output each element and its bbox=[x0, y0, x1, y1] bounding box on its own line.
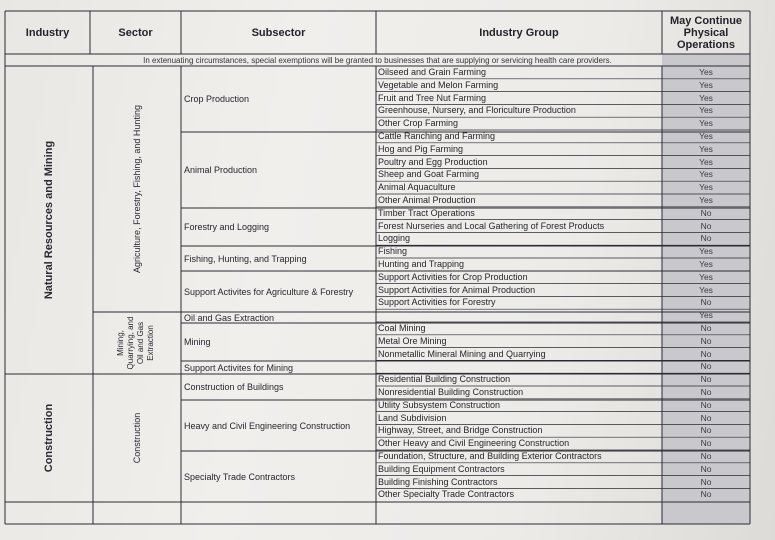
may-continue-answer: No bbox=[700, 361, 712, 372]
may-continue-answer: Yes bbox=[699, 143, 713, 154]
may-continue-answer: Yes bbox=[699, 259, 713, 269]
subsector-crop-production: Crop Production bbox=[184, 94, 250, 104]
subsector-specialty-trade: Specialty Trade Contractors bbox=[184, 471, 296, 482]
industry-group-cell: Timber Tract Operations bbox=[378, 207, 475, 218]
may-continue-answer: Yes bbox=[699, 246, 713, 257]
may-continue-answer: No bbox=[700, 374, 712, 385]
may-continue-answer: Yes bbox=[699, 195, 713, 205]
may-continue-answer: No bbox=[700, 451, 712, 461]
may-continue-answer: No bbox=[700, 463, 712, 474]
industry-group-cell: Animal Aquaculture bbox=[378, 182, 456, 193]
industry-group-cell: Metal Ore Mining bbox=[378, 335, 447, 346]
may-continue-answer: No bbox=[700, 207, 712, 218]
may-continue-answer: No bbox=[700, 412, 712, 423]
sector-agriculture: Agriculture, Forestry, Fishing, and Hunting bbox=[132, 105, 142, 273]
subsector-support-mining: Support Activites for Mining bbox=[184, 362, 294, 373]
may-continue-answer: No bbox=[700, 476, 712, 487]
subsector-support-agriculture: Support Activites for Agriculture & Forestry bbox=[184, 286, 354, 297]
may-continue-answer: Yes bbox=[699, 182, 713, 193]
industry-construction: Construction bbox=[43, 403, 55, 473]
may-continue-answer: Yes bbox=[699, 156, 713, 167]
industry-group-cell: Other Heavy and Civil Engineering Construction bbox=[378, 438, 570, 449]
industry-group-cell: Building Finishing Contractors bbox=[378, 476, 498, 487]
header-industry: Industry bbox=[25, 26, 70, 39]
industry-group-cell: Forest Nurseries and Local Gathering of Forest Products bbox=[378, 220, 605, 231]
industry-group-cell: Vegetable and Melon Farming bbox=[378, 79, 499, 90]
header-may-continue bbox=[662, 11, 750, 54]
may-continue-answer: Yes bbox=[699, 67, 713, 77]
may-continue-answer: No bbox=[700, 387, 712, 397]
industry-natural-resources: Natural Resources and Mining bbox=[43, 140, 55, 300]
industry-group-cell: Highway, Street, and Bridge Construction bbox=[378, 425, 543, 436]
may-continue-answer: Yes bbox=[699, 131, 713, 141]
header-sector: Sector bbox=[118, 26, 153, 39]
may-continue-answer: Yes bbox=[699, 310, 713, 321]
may-continue-answer: No bbox=[700, 348, 712, 359]
may-continue-answer: No bbox=[700, 489, 712, 500]
sector-mining: Mining, Quarrying, and Oil and Gas Extraction bbox=[116, 316, 155, 370]
industry-group-cell: Hunting and Trapping bbox=[378, 259, 465, 269]
exemption-note: In extenuating circumstances, special exemptions will be granted to businesses that are supplying or servicing health care providers. bbox=[143, 56, 612, 65]
may-continue-answer: No bbox=[700, 297, 712, 308]
industry-group-cell: Fishing bbox=[378, 246, 408, 257]
subsector-forestry-logging: Forestry and Logging bbox=[184, 222, 270, 232]
subsector-construction-buildings: Construction of Buildings bbox=[184, 382, 284, 392]
industry-group-cell: Nonmetallic Mineral Mining and Quarrying bbox=[378, 348, 546, 359]
industry-group-cell: Coal Mining bbox=[378, 323, 426, 333]
may-continue-answer: Yes bbox=[699, 105, 713, 116]
may-continue-answer: Yes bbox=[699, 79, 713, 90]
subsector-oil-gas: Oil and Gas Extraction bbox=[184, 312, 275, 323]
industry-group-cell: Nonresidential Building Construction bbox=[378, 387, 524, 397]
industry-group-cell: Building Equipment Contractors bbox=[378, 463, 505, 474]
may-continue-answer: Yes bbox=[699, 284, 713, 295]
industry-group-cell: Residential Building Construction bbox=[378, 374, 511, 385]
industry-group-cell: Greenhouse, Nursery, and Floriculture Production bbox=[378, 105, 576, 116]
industry-group-cell: Poultry and Egg Production bbox=[378, 156, 488, 167]
subsector-animal-production: Animal Production bbox=[184, 165, 258, 175]
header-may-continue-text: May Continue Physical Operations bbox=[669, 14, 743, 51]
industry-group-cell: Fruit and Tree Nut Farming bbox=[378, 92, 487, 103]
industry-group-cell: Support Activities for Crop Production bbox=[378, 271, 528, 282]
industry-group-cell: Other Specialty Trade Contractors bbox=[378, 489, 515, 500]
may-continue-answer: No bbox=[700, 233, 712, 244]
subsector-fishing-hunting: Fishing, Hunting, and Trapping bbox=[184, 253, 307, 264]
may-continue-answer: No bbox=[700, 323, 712, 333]
industry-group-cell: Land Subdivision bbox=[378, 412, 447, 423]
industry-group-cell: Support Activities for Forestry bbox=[378, 297, 496, 308]
sector-construction: Construction bbox=[132, 412, 142, 464]
may-continue-answer: Yes bbox=[699, 118, 713, 129]
may-continue-answer: No bbox=[700, 399, 712, 410]
industry-group-cell: Oilseed and Grain Farming bbox=[378, 67, 487, 77]
industry-group-cell: Utility Subsystem Construction bbox=[378, 399, 501, 410]
industry-group-cell: Foundation, Structure, and Building Exterior Contractors bbox=[378, 451, 602, 461]
industry-group-cell: Sheep and Goat Farming bbox=[378, 169, 480, 180]
industry-group-cell: Other Animal Production bbox=[378, 195, 476, 205]
industry-group-cell: Hog and Pig Farming bbox=[378, 143, 464, 154]
subsector-mining: Mining bbox=[184, 337, 211, 347]
subsector-heavy-civil: Heavy and Civil Engineering Construction bbox=[184, 420, 351, 431]
may-continue-answer: Yes bbox=[699, 169, 713, 180]
may-continue-answer: No bbox=[700, 438, 712, 449]
industry-group-cell: Support Activities for Animal Production bbox=[378, 284, 536, 295]
may-continue-answer: Yes bbox=[699, 271, 713, 282]
may-continue-answer: Yes bbox=[699, 92, 713, 103]
may-continue-answer: No bbox=[700, 425, 712, 436]
industry-group-cell: Other Crop Farming bbox=[378, 118, 459, 129]
header-subsector: Subsector bbox=[251, 26, 306, 39]
header-industry-group: Industry Group bbox=[479, 26, 559, 39]
industry-group-cell bbox=[376, 309, 662, 322]
may-continue-answer: No bbox=[700, 220, 712, 231]
industry-group-cell: Logging bbox=[378, 233, 411, 244]
industry-group-cell bbox=[376, 360, 662, 373]
industry-group-cell: Cattle Ranching and Farming bbox=[378, 131, 496, 141]
may-continue-answer: No bbox=[700, 335, 712, 346]
